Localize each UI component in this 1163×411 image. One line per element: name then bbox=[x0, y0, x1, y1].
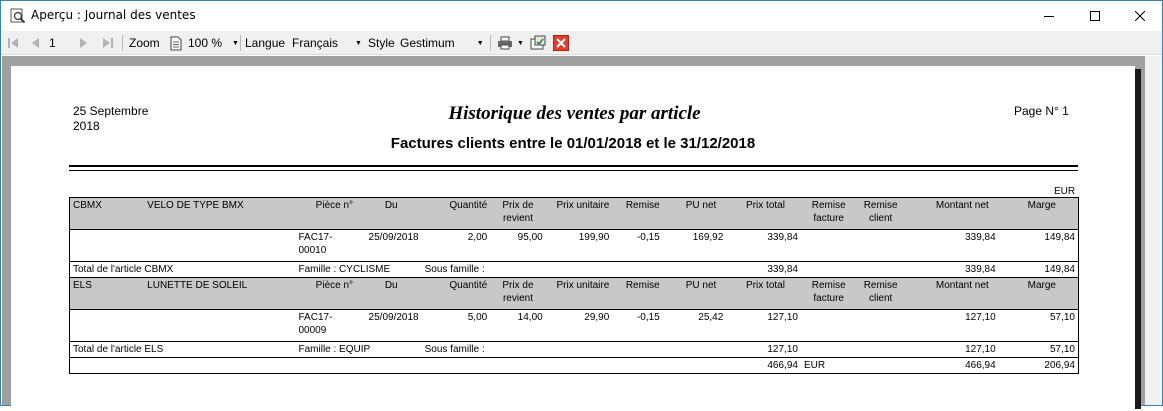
page-number-input[interactable]: 1 bbox=[49, 36, 56, 50]
vertical-scrollbar[interactable] bbox=[1145, 56, 1161, 405]
window-title: Aperçu : Journal des ventes bbox=[31, 8, 196, 22]
article-header-row bbox=[70, 278, 1079, 310]
close-preview-button[interactable] bbox=[553, 31, 569, 55]
col-marge: Marge bbox=[999, 278, 1079, 310]
total-marge: 149,84 bbox=[1044, 264, 1075, 275]
grand-total-prix: 466,94 bbox=[767, 360, 798, 371]
first-page-icon bbox=[7, 37, 19, 49]
grand-total-currency: EUR bbox=[803, 360, 826, 371]
line-prix-total: 127,10 bbox=[767, 312, 798, 323]
col-remise-client-1: Remise bbox=[863, 200, 898, 211]
line-remise: -0,15 bbox=[636, 232, 660, 243]
style-label: Style bbox=[368, 36, 395, 50]
export-icon bbox=[530, 35, 546, 51]
total-prix-total: 127,10 bbox=[767, 344, 798, 355]
line-pu-net: 25,42 bbox=[698, 312, 724, 323]
previous-page-button[interactable] bbox=[30, 31, 40, 55]
line-montant-net: 339,84 bbox=[965, 232, 996, 243]
col-remise: Remise bbox=[612, 278, 662, 310]
col-prix-revient-1: Prix de bbox=[502, 200, 534, 211]
col-du: Du bbox=[356, 278, 422, 310]
previous-page-icon bbox=[30, 37, 40, 49]
report-title-text: Historique des ventes par article bbox=[448, 103, 701, 124]
col-prix-unitaire: Prix unitaire bbox=[546, 198, 613, 230]
line-quantite: 2,00 bbox=[467, 232, 488, 243]
col-quantite: Quantité bbox=[422, 198, 491, 230]
piece-number-1: FAC17- bbox=[298, 232, 333, 243]
style-value: Gestimum bbox=[400, 36, 455, 50]
maximize-icon bbox=[1090, 11, 1100, 21]
col-prix-revient-2: revient bbox=[502, 213, 533, 224]
report-title bbox=[11, 103, 1135, 125]
first-page-button[interactable] bbox=[7, 31, 19, 55]
next-page-button[interactable] bbox=[79, 31, 89, 55]
piece-number bbox=[296, 310, 357, 342]
preview-toolbar bbox=[1, 31, 1162, 55]
zoom-select[interactable] bbox=[188, 31, 239, 55]
col-prix-revient-2: revient bbox=[502, 293, 533, 304]
export-button[interactable] bbox=[530, 31, 546, 55]
col-remise-facture-1: Remise bbox=[811, 280, 846, 291]
toolbar-separator bbox=[240, 35, 241, 51]
zoom-value: 100 % bbox=[188, 36, 223, 50]
line-marge: 149,84 bbox=[1044, 232, 1075, 243]
line-quantite: 5,00 bbox=[467, 312, 488, 323]
col-montant-net: Montant net bbox=[905, 198, 999, 230]
col-prix-unitaire: Prix unitaire bbox=[546, 278, 613, 310]
minimize-button[interactable] bbox=[1026, 1, 1072, 31]
col-remise-client-2: client bbox=[868, 213, 893, 224]
article-name: VELO DE TYPE BMX bbox=[144, 198, 295, 230]
piece-number-2: 00010 bbox=[298, 245, 327, 256]
col-montant-net: Montant net bbox=[905, 278, 999, 310]
grand-total-marge: 206,94 bbox=[1044, 360, 1075, 371]
total-marge: 57,10 bbox=[1049, 344, 1075, 355]
preview-viewport[interactable] bbox=[2, 56, 1161, 405]
col-remise-client bbox=[856, 198, 904, 230]
line-date: 25/09/2018 bbox=[368, 312, 419, 323]
line-prix-unitaire: 29,90 bbox=[584, 312, 610, 323]
report-page bbox=[11, 66, 1135, 411]
chevron-down-icon: ▼ bbox=[517, 39, 524, 47]
col-quantite: Quantité bbox=[422, 278, 491, 310]
grand-total-montant: 466,94 bbox=[965, 360, 996, 371]
col-prix-revient bbox=[490, 198, 545, 230]
col-prix-total: Prix total bbox=[726, 278, 801, 310]
zoom-label: Zoom bbox=[129, 36, 160, 50]
piece-number-2: 00009 bbox=[298, 325, 327, 336]
page-shadow bbox=[1135, 69, 1141, 409]
next-page-icon bbox=[79, 37, 89, 49]
sous-famille-label: Sous famille : bbox=[424, 264, 485, 275]
col-remise: Remise bbox=[612, 198, 662, 230]
col-remise-facture bbox=[801, 198, 856, 230]
sales-history-table bbox=[69, 197, 1079, 374]
line-prix-unitaire: 199,90 bbox=[578, 232, 610, 243]
print-button[interactable] bbox=[497, 31, 524, 55]
col-du: Du bbox=[356, 198, 422, 230]
sous-famille-label: Sous famille : bbox=[424, 344, 485, 355]
col-pu-net: PU net bbox=[663, 198, 727, 230]
col-prix-total: Prix total bbox=[726, 198, 801, 230]
page-zoom-icon bbox=[170, 31, 182, 55]
article-name: LUNETTE DE SOLEIL bbox=[144, 278, 295, 310]
header-rule bbox=[69, 170, 1078, 171]
total-montant-net: 127,10 bbox=[965, 344, 996, 355]
report-date-line2: 2018 bbox=[73, 119, 100, 133]
col-remise-facture-2: facture bbox=[813, 213, 844, 224]
article-header-row bbox=[70, 198, 1079, 230]
close-window-button[interactable] bbox=[1117, 1, 1163, 31]
piece-number bbox=[296, 230, 357, 262]
title-bar bbox=[1, 1, 1162, 31]
table-row bbox=[70, 310, 1079, 342]
article-total-row bbox=[70, 342, 1079, 358]
report-date-line1: 25 Septembre bbox=[73, 104, 149, 118]
total-label: Total de l'article CBMX bbox=[73, 264, 174, 275]
col-remise-client bbox=[856, 278, 904, 310]
close-icon bbox=[1135, 11, 1145, 21]
col-remise-facture-1: Remise bbox=[811, 200, 846, 211]
total-montant-net: 339,84 bbox=[965, 264, 996, 275]
line-montant-net: 127,10 bbox=[965, 312, 996, 323]
line-date: 25/09/2018 bbox=[368, 232, 419, 243]
col-marge: Marge bbox=[999, 198, 1079, 230]
page-number-label: Page N° 1 bbox=[1014, 104, 1069, 118]
line-remise: -0,15 bbox=[636, 312, 660, 323]
last-page-button[interactable] bbox=[102, 31, 114, 55]
minimize-icon bbox=[1044, 11, 1054, 21]
language-value: Français bbox=[292, 36, 339, 50]
col-pu-net: PU net bbox=[663, 278, 727, 310]
report-subtitle: Factures clients entre le 01/01/2018 et le 31/12/2018 bbox=[390, 135, 756, 152]
line-marge: 57,10 bbox=[1049, 312, 1075, 323]
total-label: Total de l'article ELS bbox=[73, 344, 164, 355]
toolbar-separator bbox=[122, 35, 123, 51]
language-select[interactable] bbox=[292, 31, 362, 55]
article-code: ELS bbox=[70, 278, 145, 310]
col-remise-client-1: Remise bbox=[863, 280, 898, 291]
last-page-icon bbox=[102, 37, 114, 49]
preview-magnifier-icon bbox=[10, 8, 26, 24]
line-pu-net: 169,92 bbox=[692, 232, 724, 243]
col-piece: Pièce n° bbox=[296, 198, 357, 230]
col-remise-facture-2: facture bbox=[813, 293, 844, 304]
chevron-down-icon: ▼ bbox=[476, 39, 484, 47]
col-remise-facture bbox=[801, 278, 856, 310]
article-total-row bbox=[70, 262, 1079, 278]
header-rule bbox=[69, 165, 1078, 167]
table-row bbox=[70, 230, 1079, 262]
article-code: CBMX bbox=[70, 198, 145, 230]
col-remise-client-2: client bbox=[868, 293, 893, 304]
famille-label: Famille : EQUIP bbox=[298, 344, 371, 355]
line-prix-revient: 95,00 bbox=[517, 232, 543, 243]
printer-icon bbox=[497, 36, 513, 50]
currency-label: EUR bbox=[1054, 186, 1076, 197]
total-prix-total: 339,84 bbox=[767, 264, 798, 275]
line-prix-total: 339,84 bbox=[767, 232, 798, 243]
maximize-button[interactable] bbox=[1072, 1, 1118, 31]
col-prix-revient bbox=[490, 278, 545, 310]
chevron-down-icon: ▼ bbox=[355, 39, 362, 47]
famille-label: Famille : CYCLISME bbox=[298, 264, 391, 275]
grand-total-row bbox=[70, 358, 1079, 374]
col-prix-revient-1: Prix de bbox=[502, 280, 534, 291]
line-prix-revient: 14,00 bbox=[517, 312, 543, 323]
style-select[interactable] bbox=[400, 31, 484, 55]
col-piece: Pièce n° bbox=[296, 278, 357, 310]
piece-number-1: FAC17- bbox=[298, 312, 333, 323]
language-label: Langue bbox=[245, 36, 286, 50]
close-icon bbox=[553, 35, 569, 51]
toolbar-separator bbox=[490, 35, 491, 51]
chevron-down-icon: ▼ bbox=[232, 39, 239, 47]
